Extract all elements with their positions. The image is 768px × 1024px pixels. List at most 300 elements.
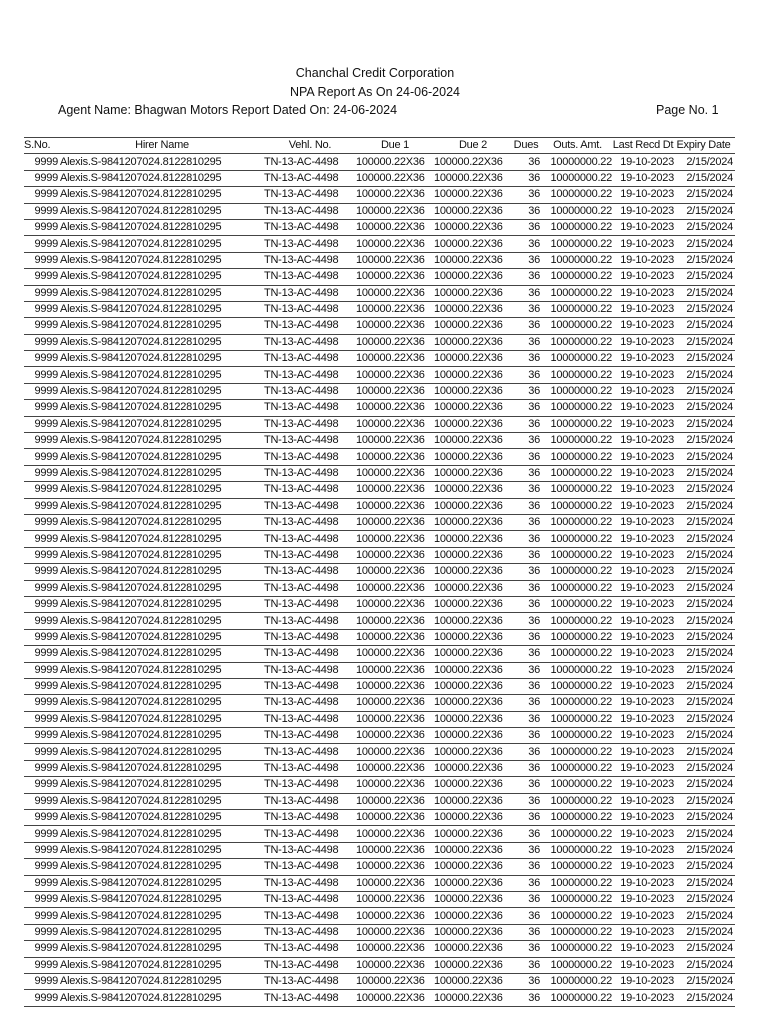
cell-expiry-date: 2/15/2024 — [674, 547, 735, 563]
cell-hirer-name: Alexis.S-9841207024.8122810295 — [58, 269, 264, 285]
cell-due-2: 100000.22X36 — [434, 646, 512, 662]
cell-outs-amt: 10000000.22 — [543, 514, 612, 530]
cell-dues: 36 — [512, 908, 543, 924]
cell-due-2: 100000.22X36 — [434, 203, 512, 219]
table-row — [24, 695, 735, 711]
cell-due-1: 100000.22X36 — [356, 990, 434, 1006]
cell-dues: 36 — [512, 973, 543, 989]
cell-last-recd-dt: 19-10-2023 — [612, 842, 674, 858]
cell-due-1: 100000.22X36 — [356, 514, 434, 530]
cell-sno: 9999 — [24, 367, 58, 383]
cell-sno: 9999 — [24, 760, 58, 776]
cell-due-2: 100000.22X36 — [434, 596, 512, 612]
cell-last-recd-dt: 19-10-2023 — [612, 580, 674, 596]
cell-last-recd-dt: 19-10-2023 — [612, 170, 674, 186]
cell-hirer-name: Alexis.S-9841207024.8122810295 — [58, 318, 264, 334]
cell-hirer-name: Alexis.S-9841207024.8122810295 — [58, 875, 264, 891]
cell-dues: 36 — [512, 236, 543, 252]
cell-due-1: 100000.22X36 — [356, 973, 434, 989]
table-row — [24, 564, 735, 580]
cell-due-2: 100000.22X36 — [434, 875, 512, 891]
cell-sno: 9999 — [24, 941, 58, 957]
cell-due-2: 100000.22X36 — [434, 269, 512, 285]
column-header-sno: S.No. — [24, 138, 58, 154]
cell-due-1: 100000.22X36 — [356, 629, 434, 645]
table-row — [24, 301, 735, 317]
cell-vehicle-no: TN-13-AC-4498 — [264, 711, 356, 727]
cell-expiry-date: 2/15/2024 — [674, 859, 735, 875]
cell-vehicle-no: TN-13-AC-4498 — [264, 793, 356, 809]
cell-outs-amt: 10000000.22 — [543, 728, 612, 744]
cell-dues: 36 — [512, 351, 543, 367]
cell-expiry-date: 2/15/2024 — [674, 203, 735, 219]
cell-due-1: 100000.22X36 — [356, 957, 434, 973]
cell-due-2: 100000.22X36 — [434, 547, 512, 563]
cell-vehicle-no: TN-13-AC-4498 — [264, 695, 356, 711]
table-row — [24, 514, 735, 530]
cell-dues: 36 — [512, 285, 543, 301]
cell-vehicle-no: TN-13-AC-4498 — [264, 990, 356, 1006]
cell-due-1: 100000.22X36 — [356, 498, 434, 514]
cell-last-recd-dt: 19-10-2023 — [612, 498, 674, 514]
cell-outs-amt: 10000000.22 — [543, 908, 612, 924]
cell-due-1: 100000.22X36 — [356, 662, 434, 678]
table-row — [24, 646, 735, 662]
cell-dues: 36 — [512, 547, 543, 563]
table-row — [24, 629, 735, 645]
cell-vehicle-no: TN-13-AC-4498 — [264, 826, 356, 842]
cell-due-1: 100000.22X36 — [356, 318, 434, 334]
cell-last-recd-dt: 19-10-2023 — [612, 891, 674, 907]
cell-vehicle-no: TN-13-AC-4498 — [264, 875, 356, 891]
cell-last-recd-dt: 19-10-2023 — [612, 449, 674, 465]
cell-expiry-date: 2/15/2024 — [674, 678, 735, 694]
cell-expiry-date: 2/15/2024 — [674, 924, 735, 940]
cell-vehicle-no: TN-13-AC-4498 — [264, 973, 356, 989]
cell-vehicle-no: TN-13-AC-4498 — [264, 678, 356, 694]
table-row — [24, 826, 735, 842]
cell-dues: 36 — [512, 219, 543, 235]
cell-vehicle-no: TN-13-AC-4498 — [264, 842, 356, 858]
cell-last-recd-dt: 19-10-2023 — [612, 285, 674, 301]
cell-due-1: 100000.22X36 — [356, 547, 434, 563]
cell-hirer-name: Alexis.S-9841207024.8122810295 — [58, 301, 264, 317]
cell-outs-amt: 10000000.22 — [543, 433, 612, 449]
cell-sno: 9999 — [24, 924, 58, 940]
cell-sno: 9999 — [24, 646, 58, 662]
cell-vehicle-no: TN-13-AC-4498 — [264, 236, 356, 252]
cell-due-2: 100000.22X36 — [434, 449, 512, 465]
cell-expiry-date: 2/15/2024 — [674, 351, 735, 367]
cell-due-1: 100000.22X36 — [356, 777, 434, 793]
column-header-due-1: Due 1 — [356, 138, 434, 154]
cell-expiry-date: 2/15/2024 — [674, 367, 735, 383]
cell-vehicle-no: TN-13-AC-4498 — [264, 318, 356, 334]
cell-expiry-date: 2/15/2024 — [674, 465, 735, 481]
cell-expiry-date: 2/15/2024 — [674, 514, 735, 530]
cell-sno: 9999 — [24, 564, 58, 580]
cell-outs-amt: 10000000.22 — [543, 318, 612, 334]
cell-dues: 36 — [512, 449, 543, 465]
cell-hirer-name: Alexis.S-9841207024.8122810295 — [58, 728, 264, 744]
column-header-due-2: Due 2 — [434, 138, 512, 154]
cell-due-2: 100000.22X36 — [434, 416, 512, 432]
cell-due-1: 100000.22X36 — [356, 154, 434, 170]
table-body — [24, 154, 735, 1006]
cell-vehicle-no: TN-13-AC-4498 — [264, 433, 356, 449]
cell-hirer-name: Alexis.S-9841207024.8122810295 — [58, 580, 264, 596]
table-row — [24, 465, 735, 481]
cell-last-recd-dt: 19-10-2023 — [612, 482, 674, 498]
cell-due-1: 100000.22X36 — [356, 236, 434, 252]
cell-dues: 36 — [512, 859, 543, 875]
cell-last-recd-dt: 19-10-2023 — [612, 678, 674, 694]
table-row — [24, 433, 735, 449]
cell-vehicle-no: TN-13-AC-4498 — [264, 744, 356, 760]
cell-outs-amt: 10000000.22 — [543, 383, 612, 399]
cell-expiry-date: 2/15/2024 — [674, 875, 735, 891]
table-row — [24, 580, 735, 596]
cell-outs-amt: 10000000.22 — [543, 400, 612, 416]
cell-dues: 36 — [512, 301, 543, 317]
cell-vehicle-no: TN-13-AC-4498 — [264, 252, 356, 268]
cell-vehicle-no: TN-13-AC-4498 — [264, 891, 356, 907]
table-row — [24, 744, 735, 760]
cell-due-1: 100000.22X36 — [356, 170, 434, 186]
cell-vehicle-no: TN-13-AC-4498 — [264, 924, 356, 940]
cell-due-2: 100000.22X36 — [434, 318, 512, 334]
cell-sno: 9999 — [24, 318, 58, 334]
cell-last-recd-dt: 19-10-2023 — [612, 564, 674, 580]
cell-due-2: 100000.22X36 — [434, 400, 512, 416]
table-row — [24, 252, 735, 268]
cell-sno: 9999 — [24, 203, 58, 219]
cell-last-recd-dt: 19-10-2023 — [612, 219, 674, 235]
cell-outs-amt: 10000000.22 — [543, 498, 612, 514]
cell-due-2: 100000.22X36 — [434, 662, 512, 678]
cell-due-2: 100000.22X36 — [434, 924, 512, 940]
cell-last-recd-dt: 19-10-2023 — [612, 531, 674, 547]
cell-hirer-name: Alexis.S-9841207024.8122810295 — [58, 564, 264, 580]
cell-expiry-date: 2/15/2024 — [674, 400, 735, 416]
cell-expiry-date: 2/15/2024 — [674, 744, 735, 760]
cell-dues: 36 — [512, 252, 543, 268]
cell-due-2: 100000.22X36 — [434, 990, 512, 1006]
cell-sno: 9999 — [24, 842, 58, 858]
table-row — [24, 285, 735, 301]
cell-hirer-name: Alexis.S-9841207024.8122810295 — [58, 629, 264, 645]
cell-sno: 9999 — [24, 580, 58, 596]
table-row — [24, 383, 735, 399]
cell-due-2: 100000.22X36 — [434, 728, 512, 744]
cell-hirer-name: Alexis.S-9841207024.8122810295 — [58, 826, 264, 842]
table-row — [24, 662, 735, 678]
cell-vehicle-no: TN-13-AC-4498 — [264, 547, 356, 563]
cell-outs-amt: 10000000.22 — [543, 416, 612, 432]
cell-vehicle-no: TN-13-AC-4498 — [264, 662, 356, 678]
cell-outs-amt: 10000000.22 — [543, 219, 612, 235]
cell-due-2: 100000.22X36 — [434, 580, 512, 596]
cell-due-1: 100000.22X36 — [356, 646, 434, 662]
cell-hirer-name: Alexis.S-9841207024.8122810295 — [58, 793, 264, 809]
cell-due-1: 100000.22X36 — [356, 678, 434, 694]
table-row — [24, 973, 735, 989]
cell-hirer-name: Alexis.S-9841207024.8122810295 — [58, 236, 264, 252]
cell-due-1: 100000.22X36 — [356, 580, 434, 596]
cell-dues: 36 — [512, 810, 543, 826]
cell-due-2: 100000.22X36 — [434, 351, 512, 367]
cell-hirer-name: Alexis.S-9841207024.8122810295 — [58, 219, 264, 235]
cell-outs-amt: 10000000.22 — [543, 629, 612, 645]
cell-hirer-name: Alexis.S-9841207024.8122810295 — [58, 514, 264, 530]
cell-sno: 9999 — [24, 908, 58, 924]
cell-due-1: 100000.22X36 — [356, 908, 434, 924]
cell-hirer-name: Alexis.S-9841207024.8122810295 — [58, 744, 264, 760]
cell-outs-amt: 10000000.22 — [543, 170, 612, 186]
cell-vehicle-no: TN-13-AC-4498 — [264, 187, 356, 203]
cell-sno: 9999 — [24, 826, 58, 842]
column-header-outs-amt: Outs. Amt. — [543, 138, 612, 154]
cell-due-2: 100000.22X36 — [434, 842, 512, 858]
table-row — [24, 416, 735, 432]
cell-expiry-date: 2/15/2024 — [674, 383, 735, 399]
cell-outs-amt: 10000000.22 — [543, 236, 612, 252]
cell-hirer-name: Alexis.S-9841207024.8122810295 — [58, 383, 264, 399]
cell-due-2: 100000.22X36 — [434, 285, 512, 301]
cell-sno: 9999 — [24, 482, 58, 498]
cell-expiry-date: 2/15/2024 — [674, 564, 735, 580]
cell-hirer-name: Alexis.S-9841207024.8122810295 — [58, 465, 264, 481]
table-row — [24, 793, 735, 809]
cell-hirer-name: Alexis.S-9841207024.8122810295 — [58, 777, 264, 793]
cell-dues: 36 — [512, 269, 543, 285]
cell-dues: 36 — [512, 334, 543, 350]
cell-due-2: 100000.22X36 — [434, 482, 512, 498]
cell-expiry-date: 2/15/2024 — [674, 498, 735, 514]
table-row — [24, 875, 735, 891]
table-row — [24, 711, 735, 727]
cell-outs-amt: 10000000.22 — [543, 810, 612, 826]
cell-hirer-name: Alexis.S-9841207024.8122810295 — [58, 351, 264, 367]
cell-dues: 36 — [512, 580, 543, 596]
cell-last-recd-dt: 19-10-2023 — [612, 351, 674, 367]
cell-hirer-name: Alexis.S-9841207024.8122810295 — [58, 433, 264, 449]
cell-dues: 36 — [512, 400, 543, 416]
cell-dues: 36 — [512, 695, 543, 711]
cell-outs-amt: 10000000.22 — [543, 580, 612, 596]
cell-outs-amt: 10000000.22 — [543, 367, 612, 383]
cell-sno: 9999 — [24, 695, 58, 711]
cell-due-2: 100000.22X36 — [434, 465, 512, 481]
cell-sno: 9999 — [24, 859, 58, 875]
cell-last-recd-dt: 19-10-2023 — [612, 924, 674, 940]
cell-outs-amt: 10000000.22 — [543, 662, 612, 678]
cell-dues: 36 — [512, 498, 543, 514]
cell-last-recd-dt: 19-10-2023 — [612, 154, 674, 170]
cell-last-recd-dt: 19-10-2023 — [612, 662, 674, 678]
cell-vehicle-no: TN-13-AC-4498 — [264, 514, 356, 530]
cell-hirer-name: Alexis.S-9841207024.8122810295 — [58, 449, 264, 465]
cell-dues: 36 — [512, 678, 543, 694]
cell-outs-amt: 10000000.22 — [543, 646, 612, 662]
cell-last-recd-dt: 19-10-2023 — [612, 728, 674, 744]
cell-dues: 36 — [512, 760, 543, 776]
table-row — [24, 187, 735, 203]
cell-vehicle-no: TN-13-AC-4498 — [264, 564, 356, 580]
cell-due-1: 100000.22X36 — [356, 826, 434, 842]
cell-vehicle-no: TN-13-AC-4498 — [264, 367, 356, 383]
cell-expiry-date: 2/15/2024 — [674, 236, 735, 252]
table-header — [24, 138, 735, 154]
cell-vehicle-no: TN-13-AC-4498 — [264, 416, 356, 432]
cell-expiry-date: 2/15/2024 — [674, 596, 735, 612]
cell-expiry-date: 2/15/2024 — [674, 449, 735, 465]
cell-due-2: 100000.22X36 — [434, 252, 512, 268]
cell-outs-amt: 10000000.22 — [543, 924, 612, 940]
cell-vehicle-no: TN-13-AC-4498 — [264, 154, 356, 170]
cell-vehicle-no: TN-13-AC-4498 — [264, 777, 356, 793]
cell-outs-amt: 10000000.22 — [543, 334, 612, 350]
cell-vehicle-no: TN-13-AC-4498 — [264, 810, 356, 826]
cell-expiry-date: 2/15/2024 — [674, 957, 735, 973]
cell-outs-amt: 10000000.22 — [543, 678, 612, 694]
page-number: Page No. 1 — [656, 103, 719, 117]
column-header-expiry-date: Expiry Date — [674, 138, 735, 154]
cell-vehicle-no: TN-13-AC-4498 — [264, 596, 356, 612]
cell-due-2: 100000.22X36 — [434, 908, 512, 924]
cell-dues: 36 — [512, 367, 543, 383]
cell-due-1: 100000.22X36 — [356, 613, 434, 629]
cell-expiry-date: 2/15/2024 — [674, 154, 735, 170]
cell-vehicle-no: TN-13-AC-4498 — [264, 285, 356, 301]
cell-due-1: 100000.22X36 — [356, 891, 434, 907]
cell-vehicle-no: TN-13-AC-4498 — [264, 760, 356, 776]
cell-expiry-date: 2/15/2024 — [674, 777, 735, 793]
cell-last-recd-dt: 19-10-2023 — [612, 908, 674, 924]
cell-outs-amt: 10000000.22 — [543, 711, 612, 727]
cell-due-2: 100000.22X36 — [434, 826, 512, 842]
cell-dues: 36 — [512, 941, 543, 957]
cell-dues: 36 — [512, 744, 543, 760]
cell-sno: 9999 — [24, 596, 58, 612]
cell-due-1: 100000.22X36 — [356, 924, 434, 940]
table-row — [24, 351, 735, 367]
cell-due-2: 100000.22X36 — [434, 793, 512, 809]
cell-due-2: 100000.22X36 — [434, 514, 512, 530]
cell-last-recd-dt: 19-10-2023 — [612, 744, 674, 760]
cell-due-2: 100000.22X36 — [434, 891, 512, 907]
table-row — [24, 203, 735, 219]
cell-hirer-name: Alexis.S-9841207024.8122810295 — [58, 170, 264, 186]
cell-dues: 36 — [512, 187, 543, 203]
cell-hirer-name: Alexis.S-9841207024.8122810295 — [58, 416, 264, 432]
cell-last-recd-dt: 19-10-2023 — [612, 810, 674, 826]
cell-sno: 9999 — [24, 219, 58, 235]
cell-dues: 36 — [512, 842, 543, 858]
cell-vehicle-no: TN-13-AC-4498 — [264, 351, 356, 367]
cell-due-1: 100000.22X36 — [356, 711, 434, 727]
cell-vehicle-no: TN-13-AC-4498 — [264, 498, 356, 514]
cell-due-2: 100000.22X36 — [434, 564, 512, 580]
cell-due-2: 100000.22X36 — [434, 941, 512, 957]
cell-vehicle-no: TN-13-AC-4498 — [264, 203, 356, 219]
cell-expiry-date: 2/15/2024 — [674, 646, 735, 662]
cell-last-recd-dt: 19-10-2023 — [612, 416, 674, 432]
cell-sno: 9999 — [24, 449, 58, 465]
cell-outs-amt: 10000000.22 — [543, 269, 612, 285]
cell-dues: 36 — [512, 383, 543, 399]
cell-expiry-date: 2/15/2024 — [674, 662, 735, 678]
cell-last-recd-dt: 19-10-2023 — [612, 826, 674, 842]
cell-hirer-name: Alexis.S-9841207024.8122810295 — [58, 498, 264, 514]
cell-due-1: 100000.22X36 — [356, 367, 434, 383]
cell-hirer-name: Alexis.S-9841207024.8122810295 — [58, 482, 264, 498]
cell-due-1: 100000.22X36 — [356, 728, 434, 744]
cell-expiry-date: 2/15/2024 — [674, 711, 735, 727]
cell-hirer-name: Alexis.S-9841207024.8122810295 — [58, 334, 264, 350]
cell-vehicle-no: TN-13-AC-4498 — [264, 728, 356, 744]
cell-outs-amt: 10000000.22 — [543, 842, 612, 858]
cell-sno: 9999 — [24, 891, 58, 907]
table-row — [24, 777, 735, 793]
cell-expiry-date: 2/15/2024 — [674, 416, 735, 432]
cell-vehicle-no: TN-13-AC-4498 — [264, 334, 356, 350]
cell-sno: 9999 — [24, 662, 58, 678]
header-row — [24, 138, 735, 154]
table-row — [24, 547, 735, 563]
cell-due-2: 100000.22X36 — [434, 744, 512, 760]
cell-dues: 36 — [512, 514, 543, 530]
cell-due-1: 100000.22X36 — [356, 859, 434, 875]
cell-last-recd-dt: 19-10-2023 — [612, 760, 674, 776]
cell-dues: 36 — [512, 777, 543, 793]
cell-due-1: 100000.22X36 — [356, 269, 434, 285]
table-row — [24, 236, 735, 252]
table-row — [24, 482, 735, 498]
cell-outs-amt: 10000000.22 — [543, 695, 612, 711]
cell-due-1: 100000.22X36 — [356, 252, 434, 268]
cell-expiry-date: 2/15/2024 — [674, 170, 735, 186]
cell-dues: 36 — [512, 957, 543, 973]
cell-expiry-date: 2/15/2024 — [674, 941, 735, 957]
table-row — [24, 842, 735, 858]
cell-sno: 9999 — [24, 498, 58, 514]
cell-vehicle-no: TN-13-AC-4498 — [264, 629, 356, 645]
cell-outs-amt: 10000000.22 — [543, 547, 612, 563]
cell-outs-amt: 10000000.22 — [543, 957, 612, 973]
cell-sno: 9999 — [24, 301, 58, 317]
table-row — [24, 498, 735, 514]
cell-last-recd-dt: 19-10-2023 — [612, 301, 674, 317]
cell-sno: 9999 — [24, 711, 58, 727]
cell-vehicle-no: TN-13-AC-4498 — [264, 859, 356, 875]
cell-hirer-name: Alexis.S-9841207024.8122810295 — [58, 367, 264, 383]
cell-due-2: 100000.22X36 — [434, 711, 512, 727]
cell-due-1: 100000.22X36 — [356, 334, 434, 350]
cell-outs-amt: 10000000.22 — [543, 760, 612, 776]
cell-dues: 36 — [512, 826, 543, 842]
cell-dues: 36 — [512, 924, 543, 940]
cell-due-1: 100000.22X36 — [356, 433, 434, 449]
cell-hirer-name: Alexis.S-9841207024.8122810295 — [58, 924, 264, 940]
cell-due-2: 100000.22X36 — [434, 613, 512, 629]
cell-outs-amt: 10000000.22 — [543, 891, 612, 907]
cell-outs-amt: 10000000.22 — [543, 531, 612, 547]
cell-outs-amt: 10000000.22 — [543, 301, 612, 317]
cell-expiry-date: 2/15/2024 — [674, 285, 735, 301]
cell-outs-amt: 10000000.22 — [543, 859, 612, 875]
cell-expiry-date: 2/15/2024 — [674, 318, 735, 334]
